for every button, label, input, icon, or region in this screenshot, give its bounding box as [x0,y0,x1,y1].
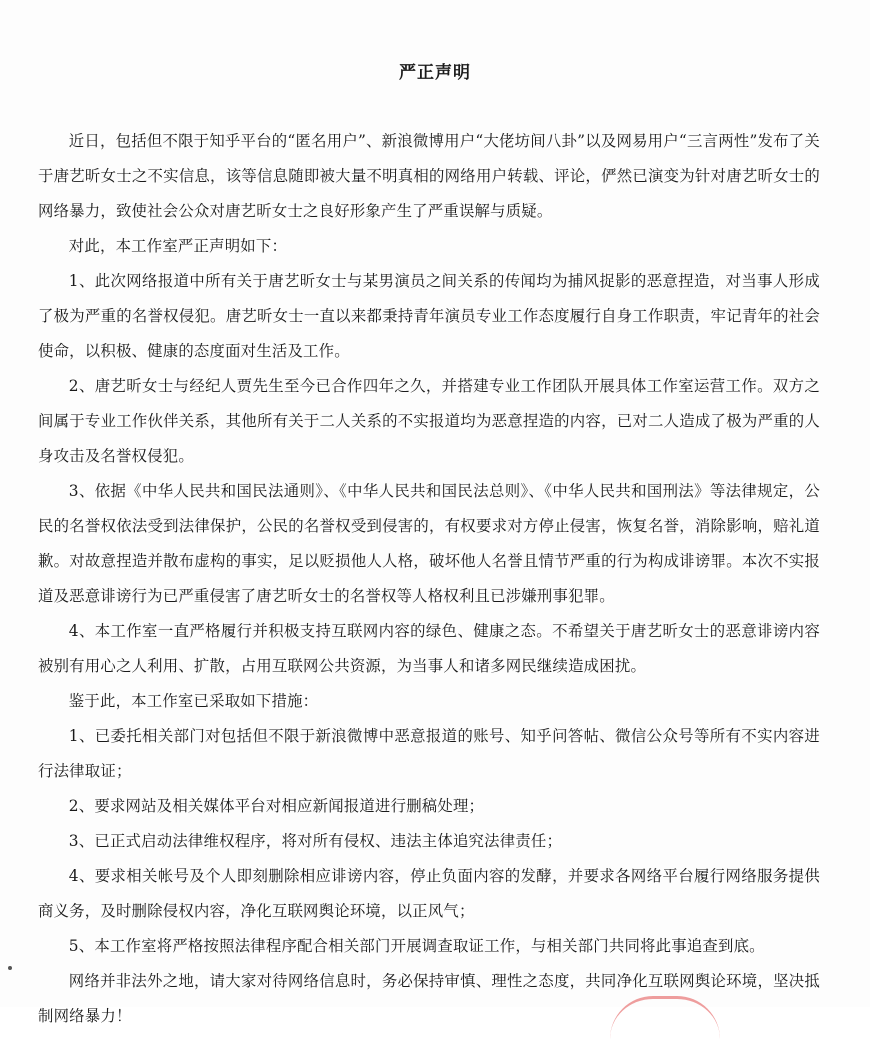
paragraph-declaration-4: 4、本工作室一直严格履行并积极支持互联网内容的绿色、健康之态。不希望关于唐艺昕女士的恶意诽谤内容被别有用心之人利用、扩散，占用互联网公共资源，为当事人和诸多网民继续造成困扰。 [38,622,820,675]
paragraph-measure-1: 1、已委托相关部门对包括但不限于新浪微博中恶意报道的账号、知乎问答帖、微信公众号等所有不实内容进行法律取证； [38,727,820,780]
paragraph-measure-2: 2、要求网站及相关媒体平台对相应新闻报道进行删稿处理； [68,797,485,815]
paragraph-declaration-3: 3、依据《中华人民共和国民法通则》、《中华人民共和国民法总则》、《中华人民共和国刑法》等法律规定，公民的名誉权依法受到法律保护，公民的名誉权受到侵害的，有权要求对方停止侵害，恢复名誉，消除影响，赔礼道歉。对故意捏造并散布虚构的事实，足以贬损他人人格，破坏他人名誉且情节严重的行为构成诽谤罪。本次不实报道及恶意诽谤行为已严重侵害了唐艺昕女士的名誉权等人格权利且已涉嫌刑事犯罪。 [38,482,820,605]
paragraph-measure-4: 4、要求相关帐号及个人即刻删除相应诽谤内容，停止负面内容的发酵，并要求各网络平台履行网络服务提供商义务，及时删除侵权内容，净化互联网舆论环境，以正风气； [38,867,820,920]
paragraph-measures-lead: 鉴于此，本工作室已采取如下措施： [68,692,319,710]
paragraph-declaration-2: 2、唐艺昕女士与经纪人贾先生至今已合作四年之久，并搭建专业工作团队开展具体工作室运营工作。双方之间属于专业工作伙伴关系，其他所有关于二人关系的不实报道均为恶意捏造的内容，已对二人造成了极为严重的人身攻击及名誉权侵犯。 [38,377,820,465]
scan-speck [8,966,12,970]
paragraph-declaration-1: 1、此次网络报道中所有关于唐艺昕女士与某男演员之间关系的传闻均为捕风捉影的恶意捏造，对当事人形成了极为严重的名誉权侵犯。唐艺昕女士一直以来都秉持青年演员专业工作态度履行自身工作职责，牢记青年的社会使命，以积极、健康的态度面对生活及工作。 [38,272,820,360]
document-body [38,124,820,1034]
paragraph-closing: 网络并非法外之地，请大家对待网络信息时，务必保持审慎、理性之态度，共同净化互联网舆论环境，坚决抵制网络暴力！ [38,972,820,1025]
paragraph-intro: 近日，包括但不限于知乎平台的“匿名用户”、新浪微博用户“大佬坊间八卦”以及网易用户“三言两性”发布了关于唐艺昕女士之不实信息，该等信息随即被大量不明真相的网络用户转载、评论，俨然已演变为针对唐艺昕女士的网络暴力，致使社会公众对唐艺昕女士之良好形象产生了严重误解与质疑。 [38,132,820,220]
paragraph-measure-5: 5、本工作室将严格按照法律程序配合相关部门开展调查取证工作，与相关部门共同将此事追查到底。 [68,937,765,955]
document-title: 严正声明 [399,63,471,83]
paragraph-measure-3: 3、已正式启动法律维权程序，将对所有侵权、违法主体追究法律责任； [68,832,563,850]
paragraph-declaration-lead: 对此，本工作室严正声明如下： [68,237,288,255]
